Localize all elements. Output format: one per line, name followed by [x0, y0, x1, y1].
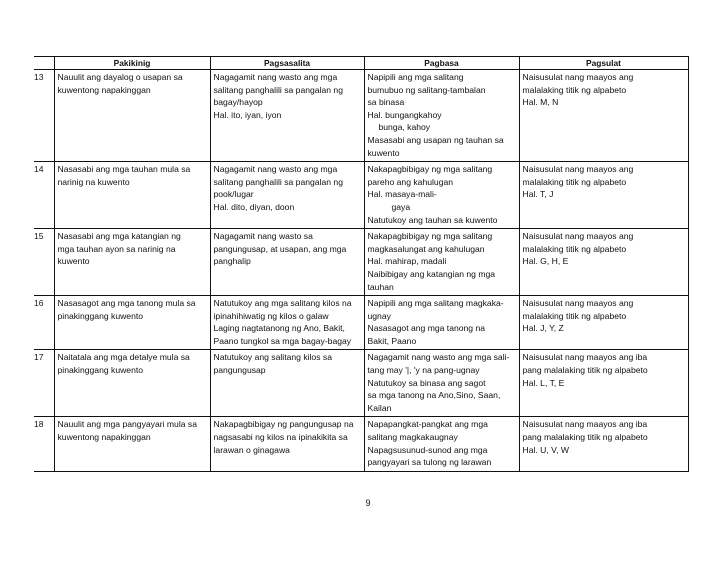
cell-line: Napapangkat-pangkat ang mga	[367, 419, 488, 430]
cell-line: salitang panghalili sa pangalan ng	[213, 84, 343, 95]
cell-pakikinig	[54, 70, 210, 162]
cell-line: Hal. L, T, E	[522, 377, 565, 388]
cell-line: malalaking titik ng alpabeto	[522, 176, 627, 187]
cell-pagsasalita	[210, 229, 364, 296]
cell-line: Hal. mahirap, madali	[367, 256, 447, 267]
cell-line: Nagagamit nang wasto ang mga	[213, 164, 338, 175]
cell-line: Hal. masaya-mali-	[367, 189, 437, 200]
cell-pakikinig	[54, 229, 210, 296]
cell-line: Nagagamit nang wasto sa	[213, 231, 313, 242]
cell-line: panghalip	[213, 256, 251, 267]
curriculum-table	[34, 56, 689, 472]
cell-pagbasa	[364, 229, 519, 296]
cell-line: Nauulit ang dayalog o usapan sa	[57, 72, 183, 82]
row-number: 18	[34, 417, 54, 471]
row-number: 13	[34, 70, 54, 162]
cell-line: narinig na kuwento	[57, 176, 130, 187]
cell-line: sa mga tanong na Ano,Sino, Saan,	[367, 390, 501, 401]
table-row	[34, 229, 688, 296]
page-number: 9	[365, 498, 371, 508]
cell-line: mga tauhan ayon sa narinig na	[57, 243, 176, 254]
cell-pagbasa	[364, 350, 519, 417]
cell-line: malalaking titik ng alpabeto	[522, 84, 627, 95]
cell-line: pinakinggang kuwento	[57, 365, 144, 376]
cell-pagsasalita	[210, 162, 364, 229]
cell-line: bagay/hayop	[213, 97, 263, 108]
cell-line: Naisusulat nang maayos ang iba	[522, 352, 648, 363]
cell-line: bunga, kahoy	[378, 122, 431, 133]
cell-line: gaya	[391, 201, 411, 212]
cell-line: Hal. dito, diyan, doon	[213, 201, 295, 212]
cell-line: tauhan	[367, 281, 394, 292]
header-number	[34, 57, 54, 70]
cell-pagsulat	[519, 417, 688, 471]
cell-line: Napagsusunud-sunod ang mga	[367, 444, 488, 455]
cell-line: Nasasabi ang mga tauhan mula sa	[57, 164, 191, 175]
cell-line: Natutukoy ang salitang kilos sa	[213, 352, 332, 363]
cell-line: kuwento	[367, 147, 400, 158]
cell-line: Kailan	[367, 402, 392, 413]
cell-line: Naisusulat nang maayos ang	[522, 164, 634, 175]
cell-line: Hal. J, Y, Z	[522, 323, 564, 334]
cell-line: pangungusap, at usapan, ang mga	[213, 243, 347, 254]
row-number: 15	[34, 229, 54, 296]
cell-line: Naitatala ang mga detalye mula sa	[57, 352, 190, 363]
cell-line: Hal. ito, iyan, iyon	[213, 109, 282, 120]
cell-line: Hal. U, V, W	[522, 444, 569, 455]
cell-line: Nakapagbibigay ng pangungusap na	[213, 419, 354, 430]
cell-line: Naisusulat nang maayos ang	[522, 298, 634, 309]
cell-line: Nauulit ang mga pangyayari mula sa	[57, 419, 197, 430]
cell-line: larawan o ginagawa	[213, 444, 290, 455]
cell-line: Nasasagot ang mga tanong mula sa	[57, 298, 196, 309]
cell-pagbasa	[364, 70, 519, 162]
cell-line: Napipili ang mga salitang magkaka-	[367, 298, 504, 309]
cell-line: kuwentong napakinggan	[57, 84, 151, 95]
cell-pakikinig	[54, 296, 210, 350]
cell-line: Laging nagtatanong ng Ano, Bakit,	[213, 323, 345, 334]
cell-line: Naisusulat nang maayos ang	[522, 231, 634, 242]
cell-line: pangyayari sa tulong ng larawan	[367, 457, 492, 468]
cell-line: pangungusap	[213, 365, 266, 376]
cell-line: pang malalaking titik ng alpabeto	[522, 432, 648, 443]
header-pagbasa: Pagbasa	[364, 57, 519, 70]
cell-line: Nagagamit nang wasto ang mga	[213, 72, 338, 82]
header-pakikinig: Pakikinig	[54, 57, 210, 70]
cell-line: Natutukoy sa binasa ang sagot	[367, 377, 486, 388]
cell-line: Hal. M, N	[522, 97, 559, 108]
header-pagsasalita: Pagsasalita	[210, 57, 364, 70]
cell-line: salitang magkakaugnay	[367, 432, 458, 443]
cell-pagsulat	[519, 70, 688, 162]
cell-line: Masasabi ang usapan ng tauhan sa	[367, 134, 504, 145]
cell-pagsasalita	[210, 350, 364, 417]
cell-line: Nasasagot ang mga tanong na	[367, 323, 486, 334]
cell-pagsasalita	[210, 296, 364, 350]
cell-line: malalaking titik ng alpabeto	[522, 243, 627, 254]
row-number: 14	[34, 162, 54, 229]
table-row	[34, 350, 688, 417]
cell-pagbasa	[364, 162, 519, 229]
cell-line: pinakinggang kuwento	[57, 310, 144, 321]
cell-line: Naisusulat nang maayos ang iba	[522, 419, 648, 430]
cell-line: Nakapagbibigay ng mga salitang	[367, 164, 493, 175]
cell-pakikinig	[54, 417, 210, 471]
cell-line: Nagagamit nang wasto ang mga sali-	[367, 352, 510, 363]
cell-line: pareho ang kahulugan	[367, 176, 454, 187]
cell-pagsulat	[519, 296, 688, 350]
header-pagsulat: Pagsulat	[519, 57, 688, 70]
cell-line: Napipili ang mga salitang	[367, 72, 464, 82]
cell-line: Bakit, Paano	[367, 335, 417, 346]
row-number: 16	[34, 296, 54, 350]
cell-line: pang malalaking titik ng alpabeto	[522, 365, 648, 376]
cell-pagsasalita	[210, 70, 364, 162]
table-row	[34, 162, 688, 229]
cell-line: Nasasabi ang mga katangian ng	[57, 231, 181, 242]
cell-pagsulat	[519, 162, 688, 229]
cell-pagsulat	[519, 229, 688, 296]
cell-line: Hal. G, H, E	[522, 256, 569, 267]
cell-line: kuwentong napakinggan	[57, 432, 151, 443]
cell-line: bumubuo ng salitang-tambalan	[367, 84, 486, 95]
cell-line: ugnay	[367, 310, 391, 321]
row-number: 17	[34, 350, 54, 417]
cell-pagsulat	[519, 350, 688, 417]
cell-line: pook/lugar	[213, 189, 254, 200]
cell-line: malalaking titik ng alpabeto	[522, 310, 627, 321]
cell-line: Nakapagbibigay ng mga salitang	[367, 231, 493, 242]
cell-pagsasalita	[210, 417, 364, 471]
cell-line: Paano tungkol sa mga bagay-bagay	[213, 335, 352, 346]
cell-line: magkasalungat ang kahulugan	[367, 243, 485, 254]
cell-line: Hal. T, J	[522, 189, 554, 200]
cell-line: nagsasabi ng kilos na ipinakikita sa	[213, 432, 348, 443]
table-row	[34, 417, 688, 471]
cell-line: Naibibigay ang katangian ng mga	[367, 268, 496, 279]
table-row	[34, 296, 688, 350]
cell-line: Hal. bungangkahoy	[367, 109, 442, 120]
cell-pakikinig	[54, 162, 210, 229]
cell-line: Natutukoy ang mga salitang kilos na	[213, 298, 352, 309]
cell-line: salitang panghalili sa pangalan ng	[213, 176, 343, 187]
table-header-row	[34, 57, 688, 70]
table-row	[34, 70, 688, 162]
cell-pagbasa	[364, 417, 519, 471]
cell-pakikinig	[54, 350, 210, 417]
cell-line: kuwento	[57, 256, 90, 267]
cell-line: sa binasa	[367, 97, 405, 108]
cell-line: Natutukoy ang tauhan sa kuwento	[367, 214, 498, 225]
cell-line: Naisusulat nang maayos ang	[522, 72, 634, 82]
cell-pagbasa	[364, 296, 519, 350]
cell-line: tang may '|, 'y na pang-ugnay	[367, 365, 480, 376]
cell-line: ipinahihiwatig ng kilos o galaw	[213, 310, 329, 321]
